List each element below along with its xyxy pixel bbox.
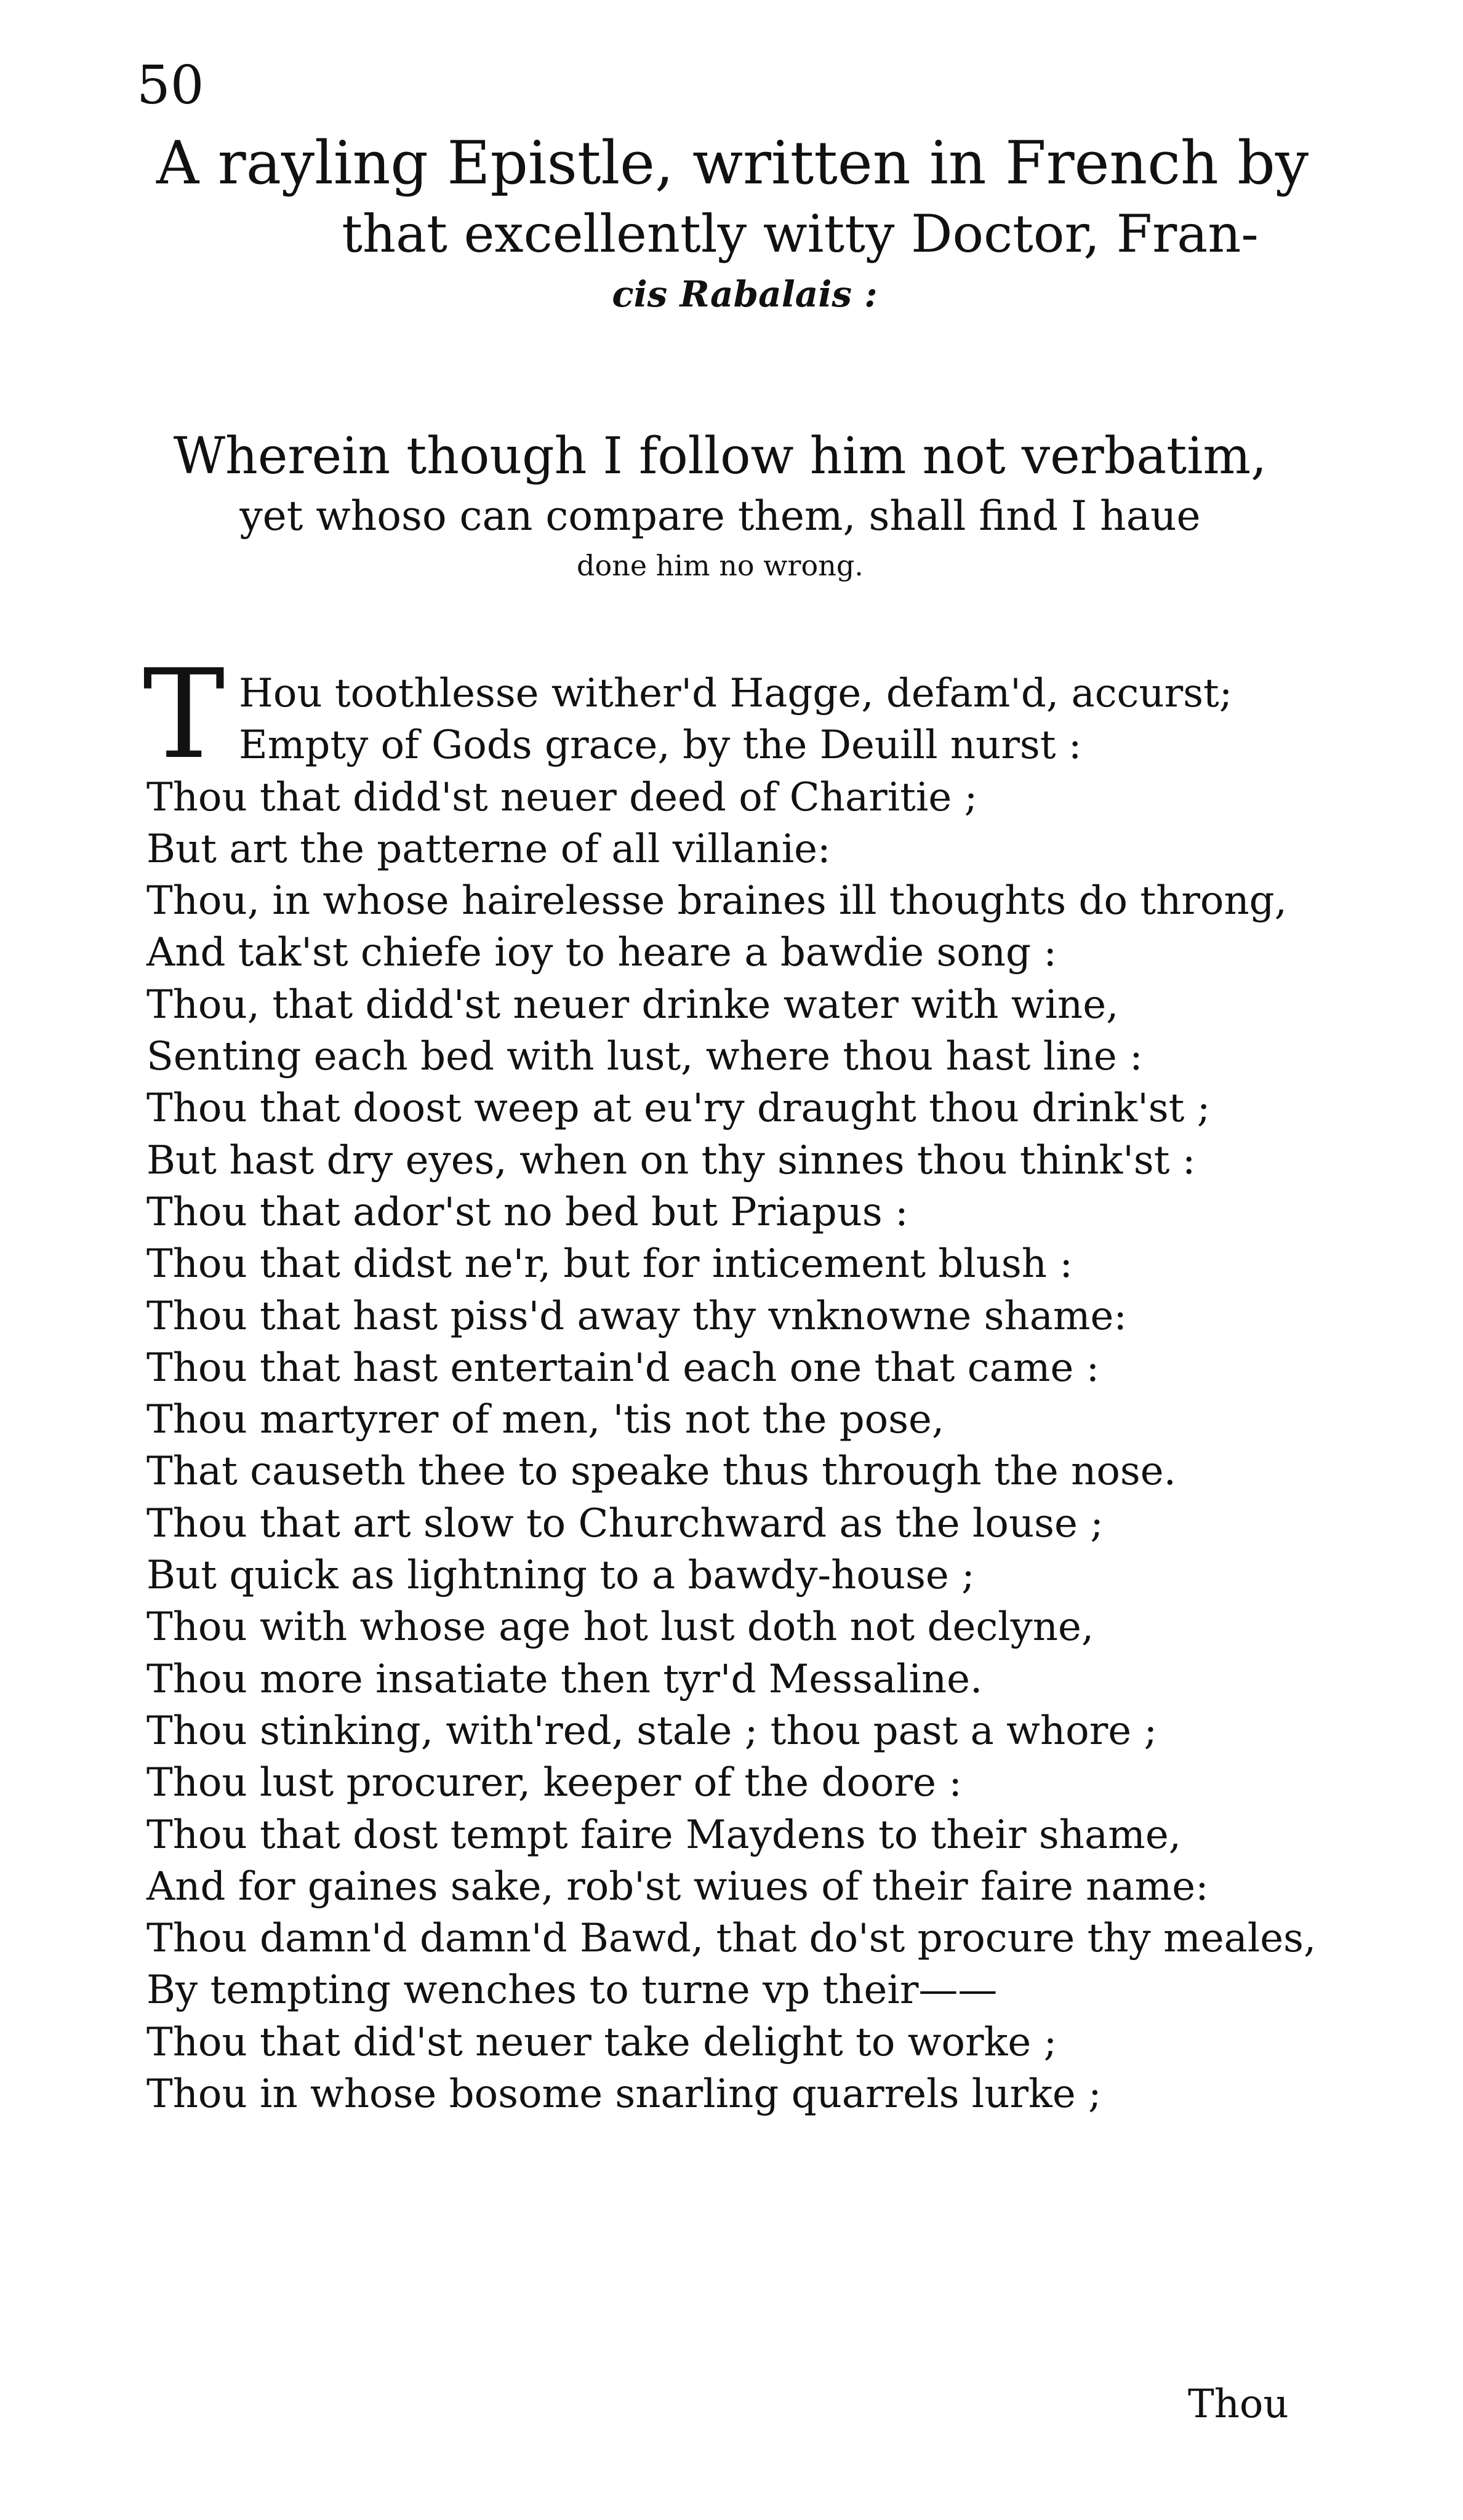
subtitle-line-1: Wherein though I follow him not verbatim, <box>173 427 1267 486</box>
verse-line: Thou that didd'st neuer deed of Charitie ; <box>146 774 978 820</box>
drop-cap: T <box>143 643 225 786</box>
verse-line: But art the patterne of all villanie: <box>146 826 831 872</box>
verse-line: Hou toothlesse wither'd Hagge, defam'd, accurst; <box>239 671 1233 716</box>
verse-line: Thou that did'st neuer take delight to worke ; <box>146 2019 1057 2065</box>
verse-line: Empty of Gods grace, by the Deuill nurst : <box>239 722 1082 769</box>
verse-line: That causeth thee to speake thus through the nose. <box>146 1449 1176 1495</box>
verse-line: Thou lust procurer, keeper of the doore : <box>146 1760 962 1806</box>
verse-line: Thou more insatiate then tyr'd Messaline. <box>146 1656 983 1702</box>
verse-line: Thou damn'd damn'd Bawd, that do'st procure thy meales, <box>146 1916 1317 1962</box>
verse-line: Thou stinking, with'red, stale ; thou past a whore ; <box>146 1708 1158 1754</box>
title-line-1: A rayling Epistle, written in French by <box>156 129 1309 198</box>
poem-title <box>129 126 1336 321</box>
verse-line: And for gaines sake, rob'st wiues of their faire name: <box>146 1863 1209 1910</box>
poem-body <box>143 643 1317 2120</box>
verse-line: Thou martyrer of men, 'tis not the pose, <box>146 1397 945 1443</box>
verse-line: And tak'st chiefe ioy to heare a bawdie song : <box>146 930 1057 976</box>
subtitle-line-2: yet whoso can compare them, shall find I haue <box>239 492 1201 540</box>
verse-line: Thou that didst ne'r, but for inticement blush : <box>146 1241 1073 1287</box>
verse-line: Thou in whose bosome snarling quarrels lurke ; <box>146 2071 1102 2118</box>
poem-subtitle <box>148 425 1293 587</box>
verse-line: Thou that art slow to Churchward as the louse ; <box>146 1500 1104 1546</box>
verse-line: Thou that dost tempt faire Maydens to their shame, <box>146 1812 1182 1858</box>
verse-line: Thou that doost weep at eu'ry draught thou drink'st ; <box>146 1086 1211 1132</box>
verse-line: Senting each bed with lust, where thou hast line : <box>146 1034 1143 1080</box>
subtitle-line-3: done him no wrong. <box>577 549 864 582</box>
verse-line: But hast dry eyes, when on thy sinnes thou think'st : <box>146 1137 1196 1183</box>
verse-line: By tempting wenches to turne vp their—— <box>146 1967 998 2014</box>
verse-line: Thou that ador'st no bed but Priapus : <box>146 1189 908 1235</box>
verse-line: But quick as lightning to a bawdy-house ; <box>146 1553 975 1599</box>
page-number: 50 <box>137 55 204 116</box>
title-line-3: cis Rabalais : <box>612 273 878 315</box>
verse-line: Thou, in whose hairelesse braines ill thoughts do throng, <box>146 878 1287 924</box>
title-line-2: that excellently witty Doctor, Fran- <box>342 204 1259 264</box>
catchword: Thou <box>1188 2382 1289 2427</box>
verse-line: Thou, that didd'st neuer drinke water with wine, <box>146 982 1119 1028</box>
verse-line: Thou that hast entertain'd each one that came : <box>146 1345 1100 1391</box>
verse-line: Thou that hast piss'd away thy vnknowne shame: <box>146 1293 1127 1339</box>
verse-line: Thou with whose age hot lust doth not declyne, <box>146 1604 1094 1650</box>
